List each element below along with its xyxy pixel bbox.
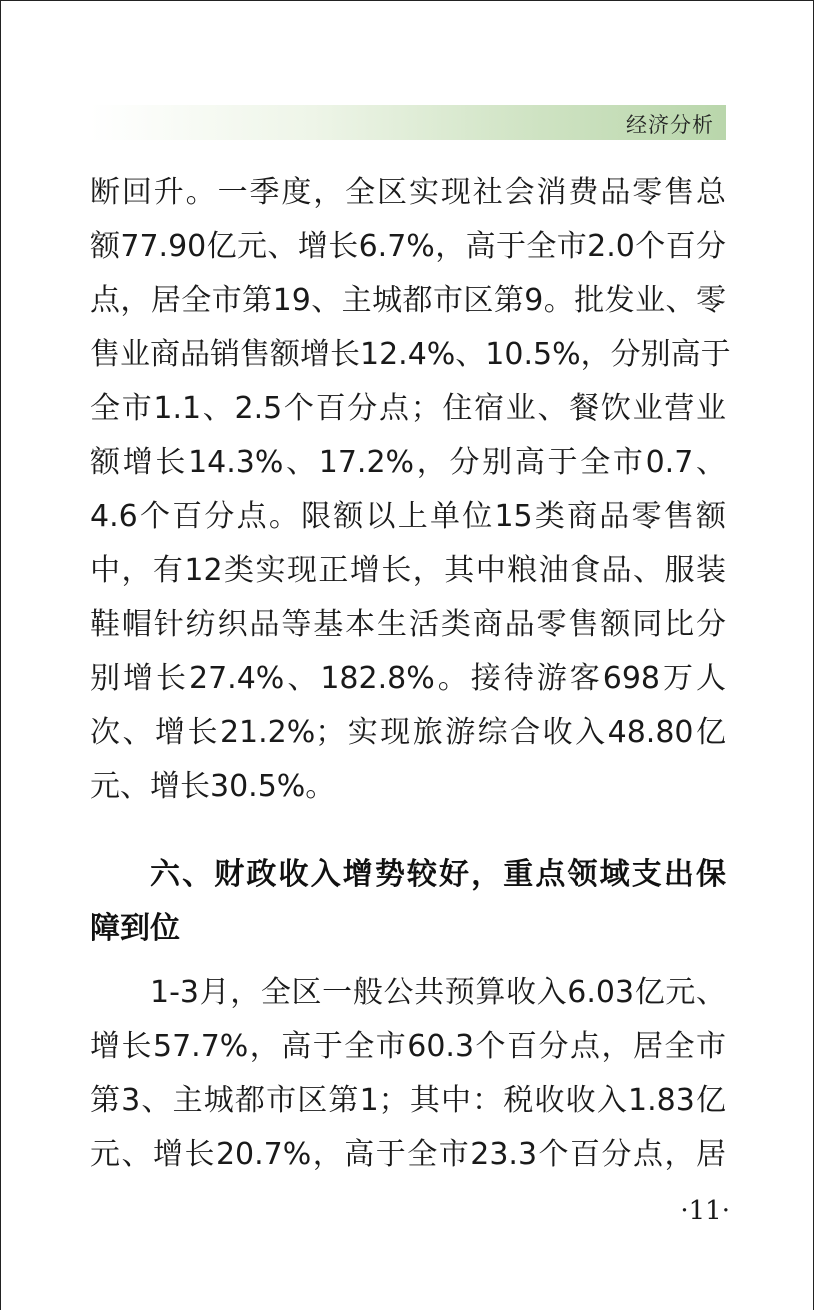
text-line: 增长57.7%，高于全市60.3个百分点，居全市	[90, 1029, 726, 1064]
text-line: 4.6个百分点。限额以上单位15类商品零售额	[90, 499, 726, 534]
page-number: ·11·	[680, 1196, 730, 1226]
text-line: 额增长14.3%、17.2%，分别高于全市0.7、	[90, 445, 726, 480]
text-line: 次、增长21.2%；实现旅游综合收入48.80亿	[90, 715, 726, 750]
section-heading-fiscal	[90, 848, 726, 956]
text-line: 售业商品销售额增长12.4%、10.5%，分别高于	[90, 337, 731, 372]
text-line: 别增长27.4%、182.8%。接待游客698万人	[90, 661, 726, 696]
paragraph-fiscal-revenue	[90, 966, 726, 1182]
text-line: 额77.90亿元、增长6.7%，高于全市2.0个百分	[90, 229, 726, 264]
text-line: 元、增长20.7%，高于全市23.3个百分点，居	[90, 1137, 726, 1172]
text-line: 断回升。一季度，全区实现社会消费品零售总	[90, 175, 726, 210]
heading-line: 障到位	[90, 911, 180, 946]
text-line: 1-3月，全区一般公共预算收入6.03亿元、	[150, 975, 726, 1010]
section-header-band	[90, 105, 726, 140]
text-line: 中，有12类实现正增长，其中粮油食品、服装	[90, 553, 726, 588]
paragraph-consumption	[90, 166, 731, 814]
text-line: 第3、主城都市区第1；其中：税收收入1.83亿	[90, 1083, 726, 1118]
text-line: 鞋帽针纺织品等基本生活类商品零售额同比分	[90, 607, 726, 642]
text-line: 点，居全市第19、主城都市区第9。批发业、零	[90, 283, 726, 318]
text-line: 元、增长30.5%。	[90, 769, 336, 804]
text-line: 全市1.1、2.5个百分点；住宿业、餐饮业营业	[90, 391, 726, 426]
section-title: 经济分析	[626, 113, 714, 137]
heading-line: 六、财政收入增势较好，重点领域支出保	[150, 857, 726, 892]
